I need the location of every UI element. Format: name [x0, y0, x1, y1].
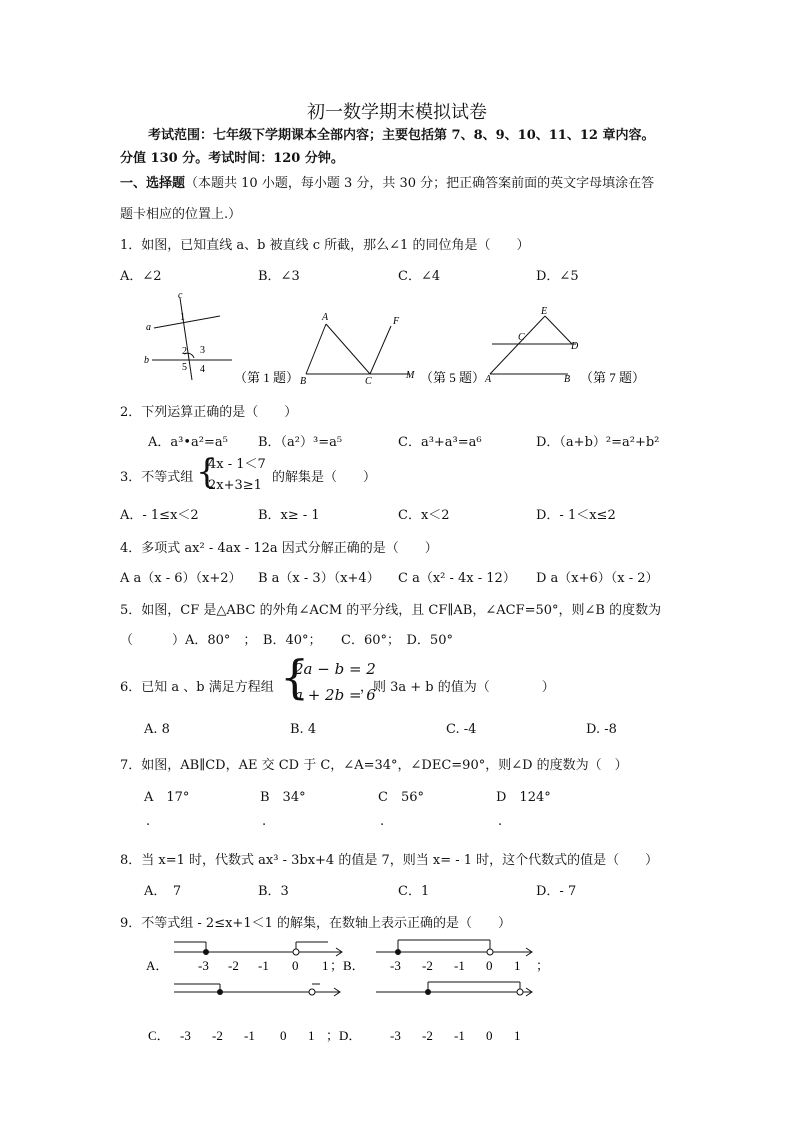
q9-label-a: A． [146, 958, 169, 973]
q1-option-c: C．∠4 [398, 269, 441, 284]
q6-suffix: ，则 3a + b 的值为（ ） [360, 680, 555, 695]
fig1-caption: （第 1 题） [234, 370, 300, 385]
q6-option-d: D. -8 [586, 722, 617, 737]
q6-brace: { [280, 650, 310, 704]
figure-q1 [152, 298, 232, 380]
segment-ab [306, 324, 326, 374]
tick-labels-b [390, 958, 521, 973]
fig1-label-3: 3 [200, 345, 205, 356]
q3-option-b: B．x≥ - 1 [258, 508, 320, 523]
tick-a-4: 1 [322, 958, 329, 973]
q2-option-b: B．（a²）³=a⁵ [258, 435, 343, 450]
q3-suffix: 的解集是（ ） [272, 470, 377, 485]
q9-label-b: ；B． [330, 958, 365, 973]
fig1-label-2: 2 [182, 346, 187, 357]
q9-b-solid-point [395, 949, 401, 955]
section1-heading: 一、选择题 [120, 176, 186, 191]
q9-d-open-point [517, 989, 523, 995]
tick-a-2: -1 [258, 958, 269, 973]
q5-line1: 5．如图，CF 是△ABC 的外角∠ACM 的平分线，且 CF∥AB，∠ACF=50°，则∠B 的度数为 [120, 603, 662, 618]
q9-label-semicolon: ； [536, 958, 550, 973]
q2-option-d: D．（a+b）²=a²+b² [536, 435, 660, 450]
fig5-label-m: M [406, 370, 415, 381]
tick-b-2: -1 [454, 958, 465, 973]
tick-a-3: 0 [292, 958, 299, 973]
q8-stem: 8．当 x=1 时，代数式 ax³ - 3bx+4 的值是 7，则当 x= - 1 时，这个代数式的值是（ ） [120, 853, 659, 868]
fig7-label-c: C [518, 332, 525, 343]
q9-stem: 9．不等式组 - 2≤x+1＜1 的解集，在数轴上表示正确的是（ ） [120, 916, 511, 931]
q6-eq2: a + 2b = 6 [294, 686, 376, 704]
q9-number-lines [140, 936, 560, 1048]
q8-option-b: B．3 [258, 884, 289, 899]
exam-info-line1: 考试范围：七年级下学期课本全部内容；主要包括第 7、8、9、10、11、12 章内容。 [148, 128, 655, 143]
q9-b-open-point [487, 949, 493, 955]
figures-row [140, 288, 660, 390]
q6-prefix: 6．已知 a 、b 满足方程组 [120, 680, 274, 695]
tick-c-0: -3 [180, 1028, 191, 1043]
q3-option-a: A．- 1≤x＜2 [120, 508, 199, 523]
fig1-label-4: 4 [200, 364, 205, 375]
q9-c-solid-point [217, 989, 223, 995]
q9-d-solid-point [425, 989, 431, 995]
q7-option-b: B 34° [260, 790, 306, 805]
q4-option-c: C a（x² - 4x - 12） [398, 571, 516, 586]
segment-cf [370, 326, 391, 374]
q3-option-c: C．x＜2 [398, 508, 450, 523]
number-line-d [376, 982, 532, 996]
section1-desc2: 题卡相应的位置上.） [120, 207, 242, 222]
q7-dot-d: . [498, 814, 503, 829]
tick-a-0: -3 [198, 958, 209, 973]
number-line-a [174, 942, 342, 956]
tick-labels-a [198, 958, 329, 973]
tick-b-1: -2 [422, 958, 433, 973]
tick-d-2: -1 [454, 1028, 465, 1043]
number-line-c [174, 984, 340, 996]
tick-a-1: -2 [228, 958, 239, 973]
fig1-label-1: 1 [180, 312, 185, 323]
q8-option-a: A． 7 [144, 884, 182, 899]
q6-option-c: C. -4 [446, 722, 477, 737]
tick-c-4: 1 [308, 1028, 315, 1043]
q9-a-solid-point [203, 949, 209, 955]
q3-eq2: 2x+3≥1 [208, 478, 262, 493]
tick-labels-c [180, 1028, 315, 1043]
fig5-label-f: F [393, 316, 400, 327]
fig1-label-a: a [146, 322, 151, 333]
q1-option-b: B．∠3 [258, 269, 300, 284]
tick-c-2: -1 [244, 1028, 255, 1043]
q9-a-open-point [293, 949, 299, 955]
segment-ed [545, 316, 572, 344]
q7-option-a: A 17° [144, 790, 190, 805]
q7-stem: 7．如图，AB∥CD，AE 交 CD 于 C，∠A=34°，∠DEC=90°，则∠D 的度数为（ ） [120, 758, 628, 773]
q7-dot-b: . [262, 814, 267, 829]
fig1-label-c: c [178, 290, 183, 301]
fig7-label-d: D [571, 341, 579, 352]
tick-d-3: 0 [486, 1028, 493, 1043]
tick-b-0: -3 [390, 958, 401, 973]
q3-prefix: 3．不等式组 [120, 470, 194, 485]
q7-dot-c: . [380, 814, 385, 829]
q7-option-d: D 124° [496, 790, 551, 805]
fig5-caption: （第 5 题） [420, 370, 486, 385]
q4-option-b: B a（x - 3）（x+4） [258, 571, 380, 586]
fig7-label-b: B [564, 374, 571, 385]
fig5-label-a: A [322, 312, 329, 323]
q1-option-d: D．∠5 [536, 269, 579, 284]
q8-option-d: D．- 7 [536, 884, 577, 899]
figure-q5 [306, 324, 410, 374]
line-a [154, 316, 220, 328]
q6-eq1: 2a − b = 2 [294, 660, 376, 678]
exam-info-line2: 分值 130 分。考试时间：120 分钟。 [120, 151, 344, 166]
fig7-caption: （第 7 题） [580, 370, 646, 385]
tick-d-1: -2 [422, 1028, 433, 1043]
tick-labels-d [390, 1028, 521, 1043]
tick-b-3: 0 [486, 958, 493, 973]
q3-eq1: 4x - 1＜7 [208, 457, 266, 472]
q9-c-open-point [309, 989, 315, 995]
tick-c-3: 0 [280, 1028, 287, 1043]
fig7-label-e: E [541, 306, 548, 317]
fig5-label-b: B [300, 376, 307, 387]
q4-option-a: A a（x - 6）（x+2） [120, 571, 242, 586]
page-title: 初一数学期末模拟试卷 [307, 102, 487, 123]
tick-c-1: -2 [212, 1028, 223, 1043]
q6-option-a: A. 8 [144, 722, 170, 737]
q8-option-c: C．1 [398, 884, 430, 899]
q9-label-c: C． [148, 1028, 170, 1043]
q2-option-c: C．a³+a³=a⁶ [398, 435, 482, 450]
section1-intro [120, 172, 654, 191]
q4-stem: 4．多项式 ax² - 4ax - 12a 因式分解正确的是（ ） [120, 541, 438, 556]
q9-label-d: ；D． [326, 1028, 362, 1043]
segment-ac [326, 324, 370, 374]
q4-option-d: D a（x+6）（x - 2） [536, 571, 659, 586]
tick-d-0: -3 [390, 1028, 401, 1043]
q3-brace: { [196, 452, 218, 492]
q5-line2: （ ）A．80° ； B．40°； C．60°； D．50° [120, 633, 453, 648]
q2-option-a: A．a³•a²=a⁵ [148, 435, 228, 450]
section1-desc1: （本题共 10 小题，每小题 3 分，共 30 分；把正确答案前面的英文字母填涂在答 [185, 176, 655, 191]
q7-dot-a: . [146, 814, 151, 829]
q2-stem: 2．下列运算正确的是（ ） [120, 405, 298, 420]
q7-option-c: C 56° [378, 790, 424, 805]
q3-option-d: D．- 1＜x≤2 [536, 508, 616, 523]
fig7-label-a: A [485, 374, 492, 385]
q6-option-b: B. 4 [290, 722, 317, 737]
fig1-label-5: 5 [182, 362, 187, 373]
tick-b-4: 1 [514, 958, 521, 973]
q1-option-a: A．∠2 [120, 269, 162, 284]
figure-q7 [490, 316, 576, 374]
fig1-label-b: b [144, 355, 149, 366]
q1-stem: 1．如图，已知直线 a、b 被直线 c 所截，那么∠1 的同位角是（ ） [120, 238, 530, 253]
segment-ae [490, 316, 545, 374]
fig5-label-c: C [365, 376, 372, 387]
tick-d-4: 1 [514, 1028, 521, 1043]
